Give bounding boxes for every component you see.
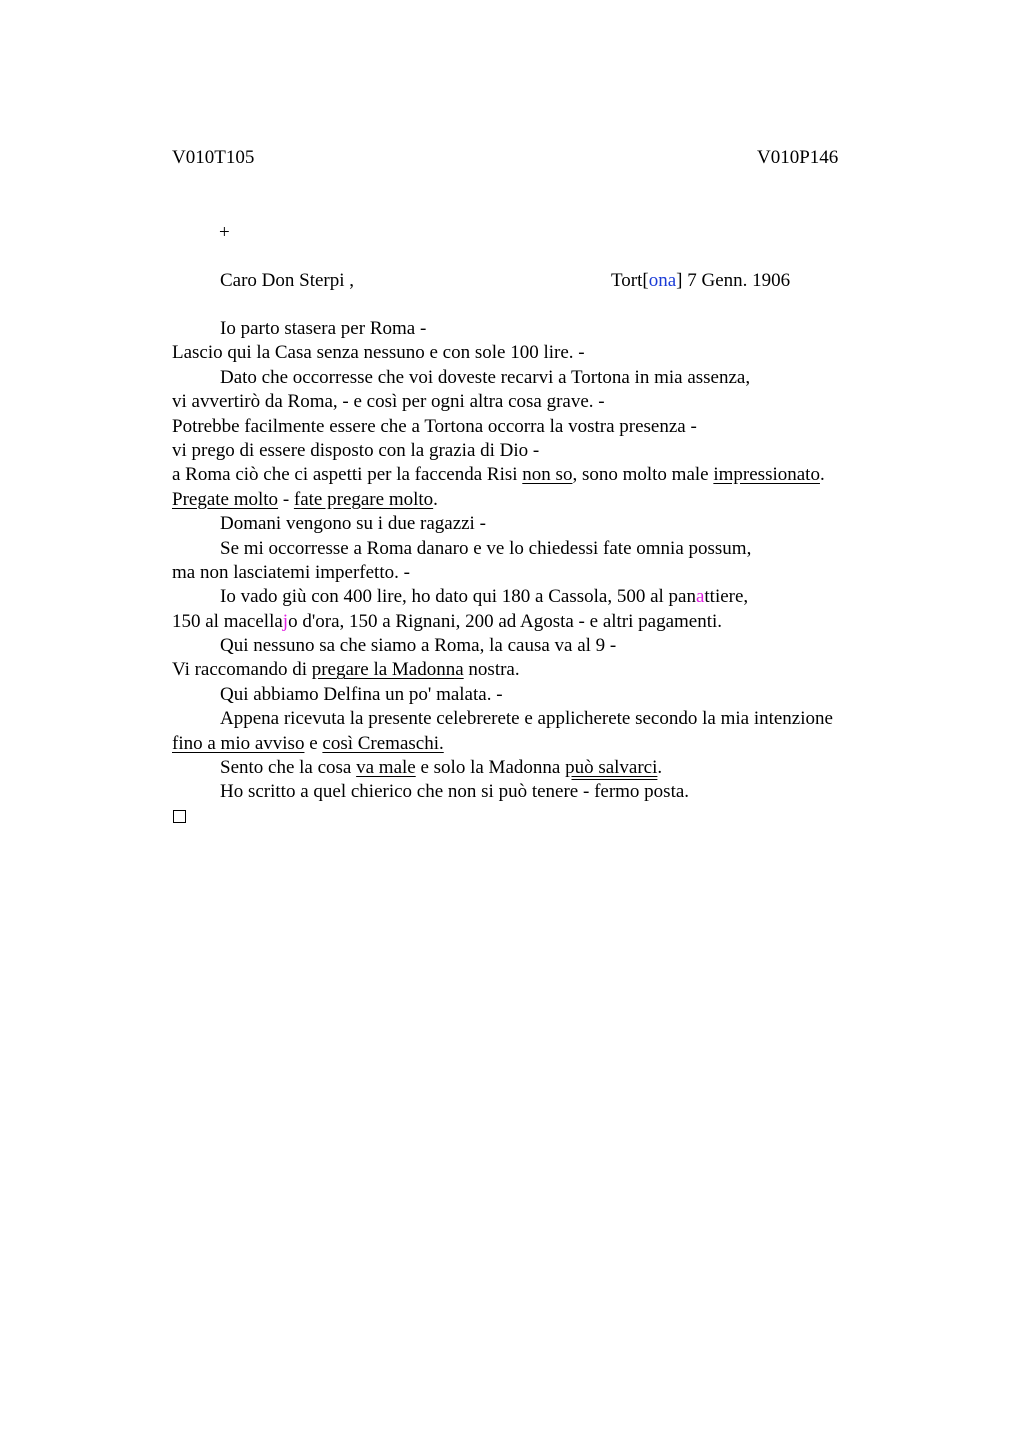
text-span: Vi raccomando di xyxy=(172,659,312,681)
cross-symbol: + xyxy=(219,222,230,243)
text-line xyxy=(172,610,912,634)
text-span: e xyxy=(304,732,323,754)
correction-mark: j xyxy=(282,610,289,632)
text-line: Qui nessuno sa che siamo a Roma, la causa va al 9 - xyxy=(220,635,617,657)
text-line: Dato che occorresse che voi doveste recarvi a Tortona in mia assenza, xyxy=(220,366,751,388)
double-underlined-text: può salvarci xyxy=(565,757,658,779)
text-span: Sento che la cosa xyxy=(220,757,357,779)
text-line xyxy=(172,658,912,682)
underlined-text: Pregate molto xyxy=(172,488,279,510)
text-line xyxy=(172,463,912,487)
text-line xyxy=(172,488,912,512)
document-code-right: V010P146 xyxy=(757,147,839,168)
text-line: Qui abbiamo Delfina un po' malata. - xyxy=(220,683,503,705)
date-editorial-insert: ona xyxy=(648,270,677,291)
text-span: - xyxy=(278,488,294,510)
underlined-text: fate pregare molto xyxy=(293,488,434,510)
document-code-left: V010T105 xyxy=(172,147,255,168)
text-line: Ho scritto a quel chierico che non si può tenere - fermo posta. xyxy=(220,781,690,803)
underlined-text: non so xyxy=(522,464,573,486)
letter-date xyxy=(611,269,790,293)
text-line xyxy=(172,732,912,756)
text-line: Se mi occorresse a Roma danaro e ve lo chiedessi fate omnia possum, xyxy=(220,537,752,559)
underlined-text: così Cremaschi. xyxy=(322,732,444,754)
text-line: Potrebbe facilmente essere che a Tortona occorra la vostra presenza - xyxy=(172,415,697,437)
text-span: . xyxy=(819,464,825,486)
text-span: nostra. xyxy=(463,659,520,681)
underlined-text: va male xyxy=(356,757,416,779)
text-span: o d'ora, 150 a Rignani, 200 ad Agosta - e altri pagamenti. xyxy=(288,610,723,632)
text-span: e solo la Madonna xyxy=(415,757,566,779)
correction-mark: a xyxy=(695,586,705,608)
text-span: . xyxy=(657,757,663,779)
text-span: , sono molto male xyxy=(572,464,714,486)
text-span: ttiere, xyxy=(704,586,749,608)
text-line: vi avvertirò da Roma, - e così per ogni altra cosa grave. - xyxy=(172,391,605,413)
underlined-text: pregare la Madonna xyxy=(311,659,464,681)
text-line: Lascio qui la Casa senza nessuno e con sole 100 lire. - xyxy=(172,342,585,364)
text-span: . xyxy=(433,488,438,510)
letter-body xyxy=(172,317,912,805)
text-span: a Roma ciò che ci aspetti per la faccenda Risi xyxy=(172,464,523,486)
text-line xyxy=(172,585,912,609)
date-prefix: Tort[ xyxy=(611,270,649,291)
text-line: Domani vengono su i due ragazzi - xyxy=(220,513,486,535)
salutation: Caro Don Sterpi , xyxy=(220,270,355,291)
underlined-text: fino a mio avviso xyxy=(172,732,305,754)
text-line: Appena ricevuta la presente celebrerete e applicherete secondo la mia intenzione xyxy=(220,708,833,730)
text-line: ma non lasciatemi imperfetto. - xyxy=(172,561,410,583)
underlined-text: impressionato xyxy=(713,464,820,486)
text-line xyxy=(172,756,912,780)
text-span: Io vado giù con 400 lire, ho dato qui 180 a Cassola, 500 al pan xyxy=(220,586,696,608)
text-line: Io parto stasera per Roma - xyxy=(220,318,427,339)
end-of-document-box-icon xyxy=(173,810,186,823)
date-suffix: ] 7 Genn. 1906 xyxy=(676,270,791,291)
text-span: 150 al macella xyxy=(172,610,283,632)
text-line: vi prego di essere disposto con la grazia di Dio - xyxy=(172,439,540,461)
